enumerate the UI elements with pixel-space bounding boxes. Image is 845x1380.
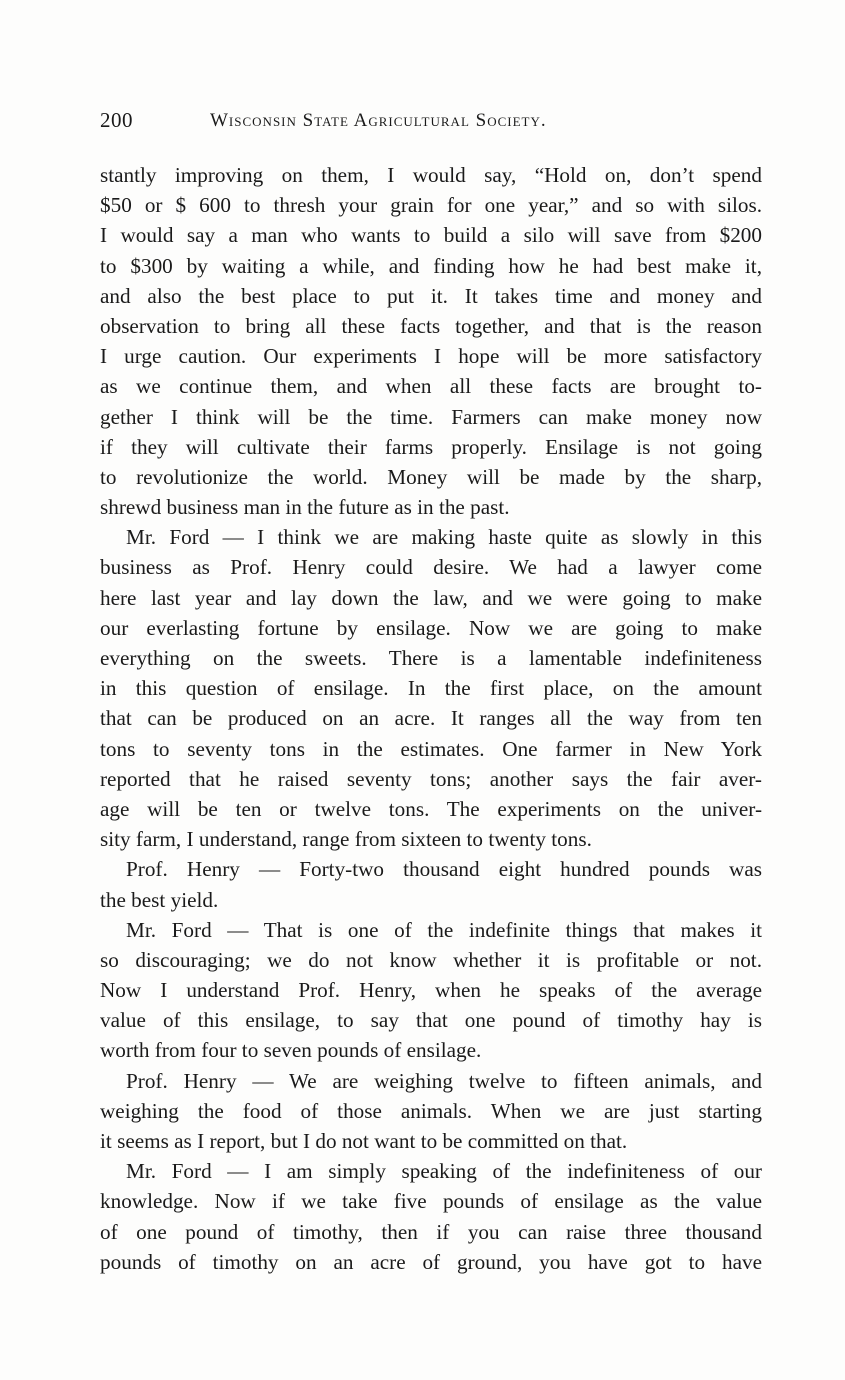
text-line: as we continue them, and when all these facts are brought to- [100,374,762,399]
text-line: Mr. Ford — I am simply speaking of the indefiniteness of our [126,1159,762,1184]
text-line: I urge caution. Our experiments I hope will be more satisfactory [100,344,762,369]
body-text [100,160,762,1277]
text-line: pounds of timothy on an acre of ground, you have got to have [100,1249,762,1274]
text-line: observation to bring all these facts together, and that is the reason [100,313,762,338]
text-line: weighing the food of those animals. When we are just starting [100,1098,762,1123]
text-line: gether I think will be the time. Farmers can make money now [100,404,762,429]
text-line: the best yield. [100,887,219,912]
text-line: here last year and lay down the law, and we were going to make [100,585,762,610]
text-line: and also the best place to put it. It takes time and money and [100,283,762,308]
text-line: $50 or $ 600 to thresh your grain for one year,” and so with silos. [100,193,762,218]
text-line: to revolutionize the world. Money will be made by the sharp, [100,464,762,489]
text-line: Prof. Henry — Forty-two thousand eight hundred pounds was [126,857,762,882]
text-line: of one pound of timothy, then if you can raise three thousand [100,1219,762,1244]
text-line: to $300 by waiting a while, and finding how he had best make it, [100,253,762,278]
text-line: Prof. Henry — We are weighing twelve to fifteen animals, and [126,1068,762,1093]
text-line: so discouraging; we do not know whether it is profitable or not. [100,947,762,972]
text-line: in this question of ensilage. In the first place, on the amount [100,676,762,701]
text-line: age will be ten or twelve tons. The experiments on the univer- [100,796,762,821]
running-title: Wisconsin State Agricultural Society. [210,110,547,131]
text-line: shrewd business man in the future as in the past. [100,495,510,520]
text-line: tons to seventy tons in the estimates. One farmer in New York [100,736,762,761]
text-line: that can be produced on an acre. It ranges all the way from ten [100,706,762,731]
text-line: value of this ensilage, to say that one pound of timothy hay is [100,1008,762,1033]
text-line: Mr. Ford — That is one of the indefinite things that makes it [126,917,762,942]
text-line: everything on the sweets. There is a lamentable indefiniteness [100,646,762,670]
running-head [100,108,760,138]
page-number: 200 [100,108,133,132]
text-line: sity farm, I understand, range from sixteen to twenty tons. [100,827,592,852]
text-line: knowledge. Now if we take five pounds of ensilage as the value [100,1189,762,1214]
text-line: it seems as I report, but I do not want to be committed on that. [100,1129,628,1153]
text-line: Now I understand Prof. Henry, when he speaks of the average [100,978,762,1003]
text-line: business as Prof. Henry could desire. We had a lawyer come [100,555,762,580]
text-line: worth from four to seven pounds of ensilage. [100,1038,482,1063]
text-line: our everlasting fortune by ensilage. Now we are going to make [100,615,762,640]
text-line: stantly improving on them, I would say, “Hold on, don’t spend [100,163,762,187]
text-line: Mr. Ford — I think we are making haste quite as slowly in this [126,525,762,550]
text-line: if they will cultivate their farms properly. Ensilage is not going [100,434,762,459]
text-line: I would say a man who wants to build a silo will save from $200 [100,223,762,248]
text-line: reported that he raised seventy tons; another says the fair aver- [100,766,762,791]
